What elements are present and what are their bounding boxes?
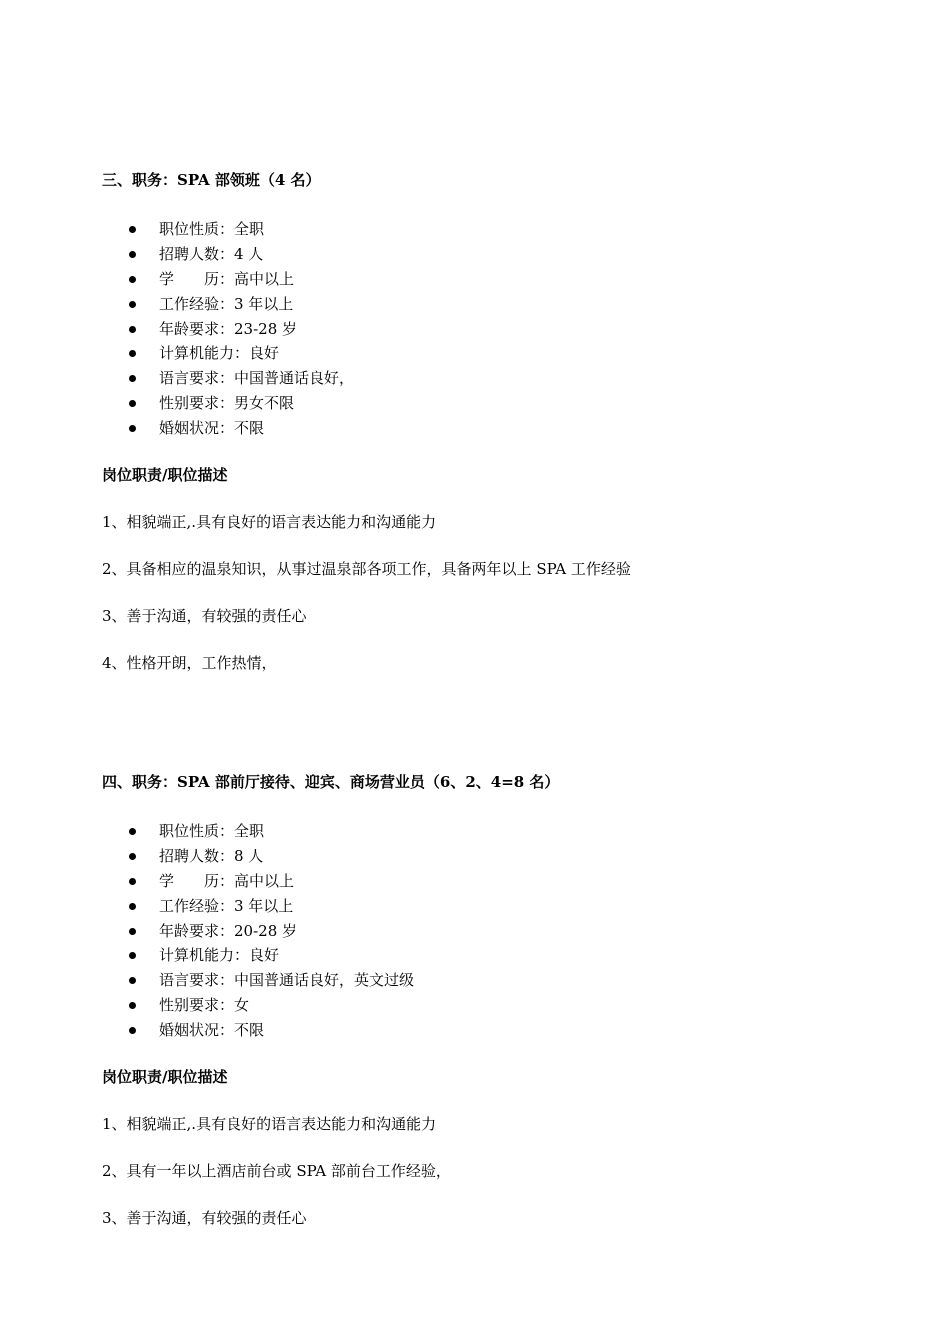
list-item <box>102 366 882 391</box>
list-item-text: 招聘人数：4 人 <box>159 244 264 263</box>
list-item-text: 招聘人数：8 人 <box>159 846 264 865</box>
section-heading: 四、职务：SPA 部前厅接待、迎宾、商场营业员（6、2、4=8 名） <box>102 773 560 791</box>
requirements-list <box>102 819 882 1043</box>
list-item-text: 语言要求：中国普通话良好，英文过级 <box>159 971 415 990</box>
bullet-icon <box>129 251 136 258</box>
list-item <box>102 317 882 342</box>
list-item <box>102 894 882 919</box>
bullet-icon <box>129 301 136 308</box>
requirements-list <box>102 217 882 441</box>
list-item <box>102 416 882 441</box>
list-item-text: 学 历：高中以上 <box>159 269 295 288</box>
bullet-icon <box>129 878 136 885</box>
list-item-text: 婚姻状况：不限 <box>159 1021 265 1040</box>
duty-paragraph: 1、相貌端正,.具有良好的语言表达能力和沟通能力 <box>102 513 437 532</box>
bullet-icon <box>129 1027 136 1034</box>
duties-heading: 岗位职责/职位描述 <box>102 466 228 485</box>
list-item <box>102 819 882 844</box>
list-item-text: 计算机能力：良好 <box>159 344 280 363</box>
duty-paragraph: 3、善于沟通，有较强的责任心 <box>102 1209 307 1228</box>
duty-paragraph: 1、相貌端正,.具有良好的语言表达能力和沟通能力 <box>102 1115 437 1134</box>
bullet-icon <box>129 226 136 233</box>
bullet-icon <box>129 977 136 984</box>
bullet-icon <box>129 928 136 935</box>
list-item-text: 性别要求：男女不限 <box>159 394 295 413</box>
list-item <box>102 292 882 317</box>
list-item <box>102 993 882 1018</box>
list-item-text: 性别要求：女 <box>159 996 250 1015</box>
job-section-spa-supervisor <box>102 170 882 673</box>
duty-paragraph: 2、具有一年以上酒店前台或 SPA 部前台工作经验， <box>102 1162 451 1181</box>
list-item-text: 计算机能力：良好 <box>159 946 280 965</box>
duty-paragraph: 4、性格开朗，工作热情， <box>102 654 277 673</box>
bullet-icon <box>129 828 136 835</box>
list-item <box>102 919 882 944</box>
list-item-text: 职位性质：全职 <box>159 220 265 238</box>
bullet-icon <box>129 375 136 382</box>
list-item <box>102 242 882 267</box>
duty-paragraph: 2、具备相应的温泉知识，从事过温泉部各项工作，具备两年以上 SPA 工作经验 <box>102 560 631 579</box>
list-item <box>102 341 882 366</box>
list-item <box>102 391 882 416</box>
bullet-icon <box>129 952 136 959</box>
duty-paragraph: 3、善于沟通，有较强的责任心 <box>102 607 307 626</box>
bullet-icon <box>129 1002 136 1009</box>
list-item <box>102 968 882 993</box>
list-item <box>102 217 882 242</box>
list-item-text: 年龄要求：20-28 岁 <box>159 921 298 940</box>
bullet-icon <box>129 400 136 407</box>
list-item-text: 年龄要求：23-28 岁 <box>159 319 298 338</box>
section-heading: 三、职务：SPA 部领班（4 名） <box>102 171 321 189</box>
list-item-text: 婚姻状况：不限 <box>159 419 265 438</box>
list-item-text: 职位性质：全职 <box>159 822 265 840</box>
bullet-icon <box>129 276 136 283</box>
bullet-icon <box>129 425 136 432</box>
job-section-spa-reception <box>102 772 882 1228</box>
bullet-icon <box>129 326 136 333</box>
list-item <box>102 869 882 894</box>
bullet-icon <box>129 350 136 357</box>
duties-heading: 岗位职责/职位描述 <box>102 1068 228 1087</box>
list-item <box>102 844 882 869</box>
list-item <box>102 943 882 968</box>
list-item-text: 工作经验：3 年以上 <box>159 896 294 915</box>
list-item-text: 工作经验：3 年以上 <box>159 294 294 313</box>
list-item <box>102 267 882 292</box>
list-item <box>102 1018 882 1043</box>
list-item-text: 学 历：高中以上 <box>159 871 295 890</box>
list-item-text: 语言要求：中国普通话良好， <box>159 369 355 388</box>
bullet-icon <box>129 853 136 860</box>
bullet-icon <box>129 903 136 910</box>
